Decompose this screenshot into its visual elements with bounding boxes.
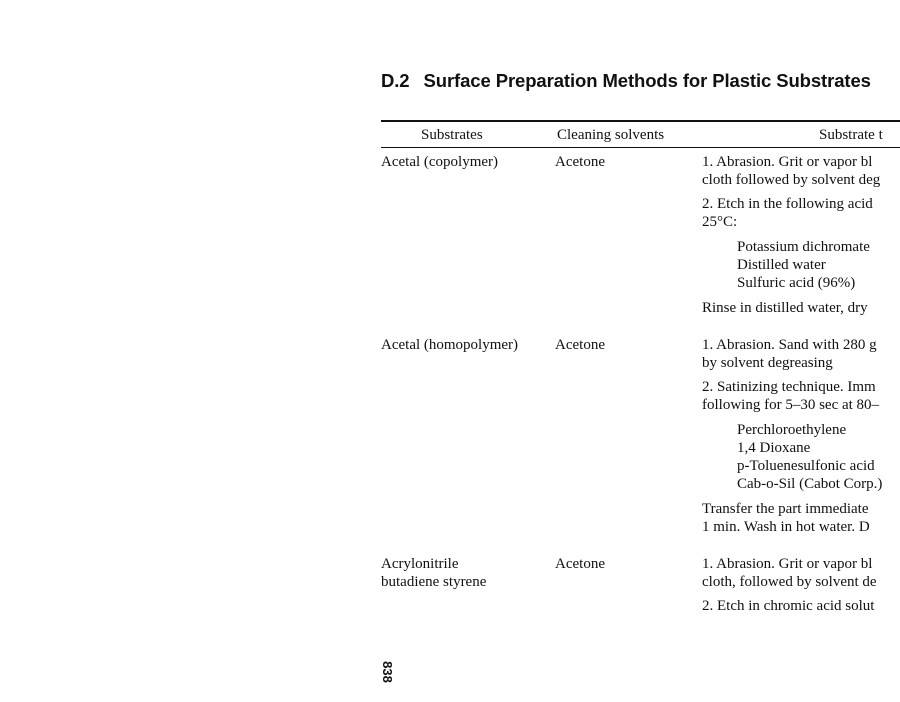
row2-reagent: 1,4 Dioxane — [737, 440, 811, 456]
header-cleaning-solvents: Cleaning solvents — [557, 127, 665, 143]
row1-solvent: Acetone — [555, 154, 605, 170]
row1-treatment-line: 2. Etch in the following acid — [702, 196, 873, 212]
section-number: D.2 — [381, 70, 410, 91]
row3-solvent: Acetone — [555, 556, 605, 572]
row2-treatment-line: Transfer the part immediate — [702, 501, 869, 517]
section-title — [381, 70, 871, 92]
row2-reagent: Perchloroethylene — [737, 422, 847, 438]
row3-treatment-line: cloth, followed by solvent de — [702, 574, 877, 590]
row1-treatment-line: 1. Abrasion. Grit or vapor bl — [702, 154, 873, 170]
row2-treatment-line: 1 min. Wash in hot water. D — [702, 519, 870, 535]
row3-treatment-line: 2. Etch in chromic acid solut — [702, 598, 875, 614]
row2-treatment-line: 1. Abrasion. Sand with 280 g — [702, 337, 877, 353]
row1-reagent: Potassium dichromate — [737, 239, 870, 255]
section-title-text: Surface Preparation Methods for Plastic Substrates — [423, 70, 871, 91]
page-number: 838 — [380, 661, 395, 683]
row1-substrate: Acetal (copolymer) — [381, 154, 499, 170]
row2-reagent: p-Toluenesulfonic acid — [737, 458, 875, 474]
row1-reagent: Distilled water — [737, 257, 826, 273]
row2-substrate: Acetal (homopolymer) — [381, 337, 519, 353]
row2-solvent: Acetone — [555, 337, 605, 353]
row1-treatment-line: Rinse in distilled water, dry — [702, 300, 868, 316]
table-header-rule — [381, 147, 900, 148]
table-top-rule — [381, 120, 900, 122]
header-substrate-treatment: Substrate t — [819, 127, 883, 143]
row3-treatment-line: 1. Abrasion. Grit or vapor bl — [702, 556, 873, 572]
row1-treatment-line: cloth followed by solvent deg — [702, 172, 881, 188]
row2-treatment-line: following for 5–30 sec at 80– — [702, 397, 880, 413]
row1-reagent: Sulfuric acid (96%) — [737, 275, 856, 291]
row2-reagent: Cab-o-Sil (Cabot Corp.) — [737, 476, 883, 492]
row3-substrate: butadiene styrene — [381, 574, 487, 590]
row1-treatment-line: 25°C: — [702, 214, 738, 230]
row2-treatment-line: by solvent degreasing — [702, 355, 833, 371]
row3-substrate: Acrylonitrile — [381, 556, 459, 572]
row2-treatment-line: 2. Satinizing technique. Imm — [702, 379, 876, 395]
header-substrates: Substrates — [421, 127, 483, 143]
